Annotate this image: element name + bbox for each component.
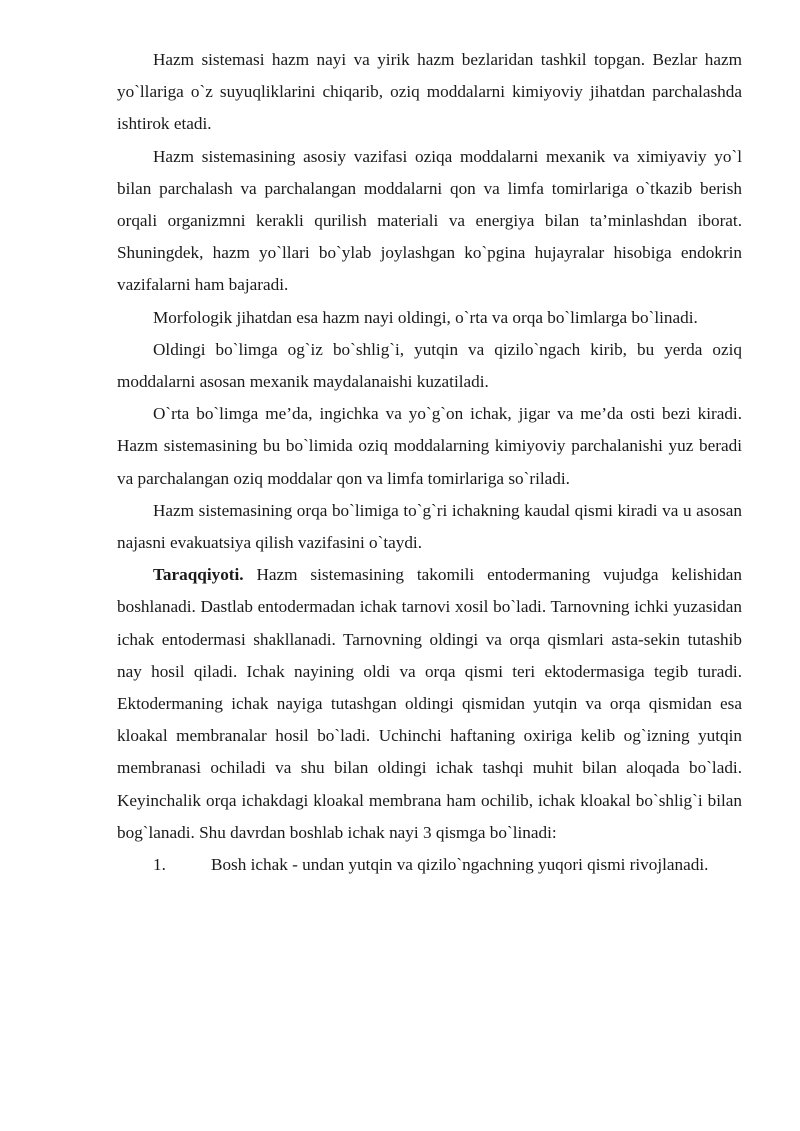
list-item-text: Bosh ichak - undan yutqin va qizilo`ngachning yuqori qismi rivojlanadi.: [211, 855, 709, 875]
paragraph-middle-section: O`rta bo`limga me’da, ingichka va yo`g`on ichak, jigar va me’da osti bezi kiradi. Hazm sistemasining bu bo`limida oziq moddalarning kimiyoviy parchalanishi yuz beradi va parchalangan oziq moddalar qon va limfa tomirlariga so`riladi.: [117, 404, 742, 488]
paragraph-main-function: Hazm sistemasining asosiy vazifasi oziqa moddalarni mexanik va ximiyaviy yo`l bilan parchalash va parchalangan moddalarni qon va limfa tomirlariga o`tkazib berish orqali organizmni kerakli qurilish materiali va energiya bilan ta’minlashdan iborat. Shuningdek, hazm yo`llari bo`ylab joylashgan ko`pgina hujayralar hisobiga endokrin vazifalarni ham bajaradi.: [117, 146, 742, 295]
paragraph-morphology: Morfologik jihatdan esa hazm nayi oldingi, o`rta va orqa bo`limlarga bo`linadi.: [153, 307, 698, 327]
list-item-number: 1.: [153, 855, 166, 875]
document-page: [117, 44, 742, 881]
paragraph-digestive-system-intro: Hazm sistemasi hazm nayi va yirik hazm bezlaridan tashkil topgan. Bezlar hazm yo`llariga o`z suyuqliklarini chiqarib, oziq moddalarni kimiyoviy jihatdan parchalashda ishtirok etadi.: [117, 50, 742, 134]
paragraph-posterior-section: Hazm sistemasining orqa bo`limiga to`g`ri ichakning kaudal qismi kiradi va u asosan najasni evakuatsiya qilish vazifasini o`taydi.: [117, 500, 742, 553]
paragraph-development: [117, 559, 742, 849]
list-item: [117, 849, 742, 881]
paragraph-anterior-section: Oldingi bo`limga og`iz bo`shlig`i, yutqin va qizilo`ngach kirib, bu yerda oziq moddalarni asosan mexanik maydalanaishi kuzatiladi.: [117, 339, 742, 392]
development-heading: Taraqqiyoti.: [153, 565, 244, 585]
development-text: Hazm sistemasining takomili entodermaning vujudga kelishidan boshlanadi. Dastlab entodermadan ichak tarnovi xosil bo`ladi. Tarnovning ichki yuzasidan ichak entodermasi shakllanadi. Tarnovning oldingi va orqa qismlari asta-sekin tutashib nay hosil qiladi. Ichak nayining oldi va orqa qismi teri ektodermasiga tegib turadi. Ektodermaning ichak nayiga tutashgan oldingi qismidan yutqin va orqa qismidan esa kloakal membranalar hosil bo`ladi. Uchinchi haftaning oxiriga kelib og`izning yutqin membranasi ochiladi va shu bilan oldingi ichak tashqi muhit bilan aloqada bo`ladi. Keyinchalik orqa ichakdagi kloakal membrana ham ochilib, ichak kloakal bo`shlig`i bilan bog`lanadi. Shu davrdan boshlab ichak nayi 3 qismga bo`linadi:: [117, 565, 742, 842]
